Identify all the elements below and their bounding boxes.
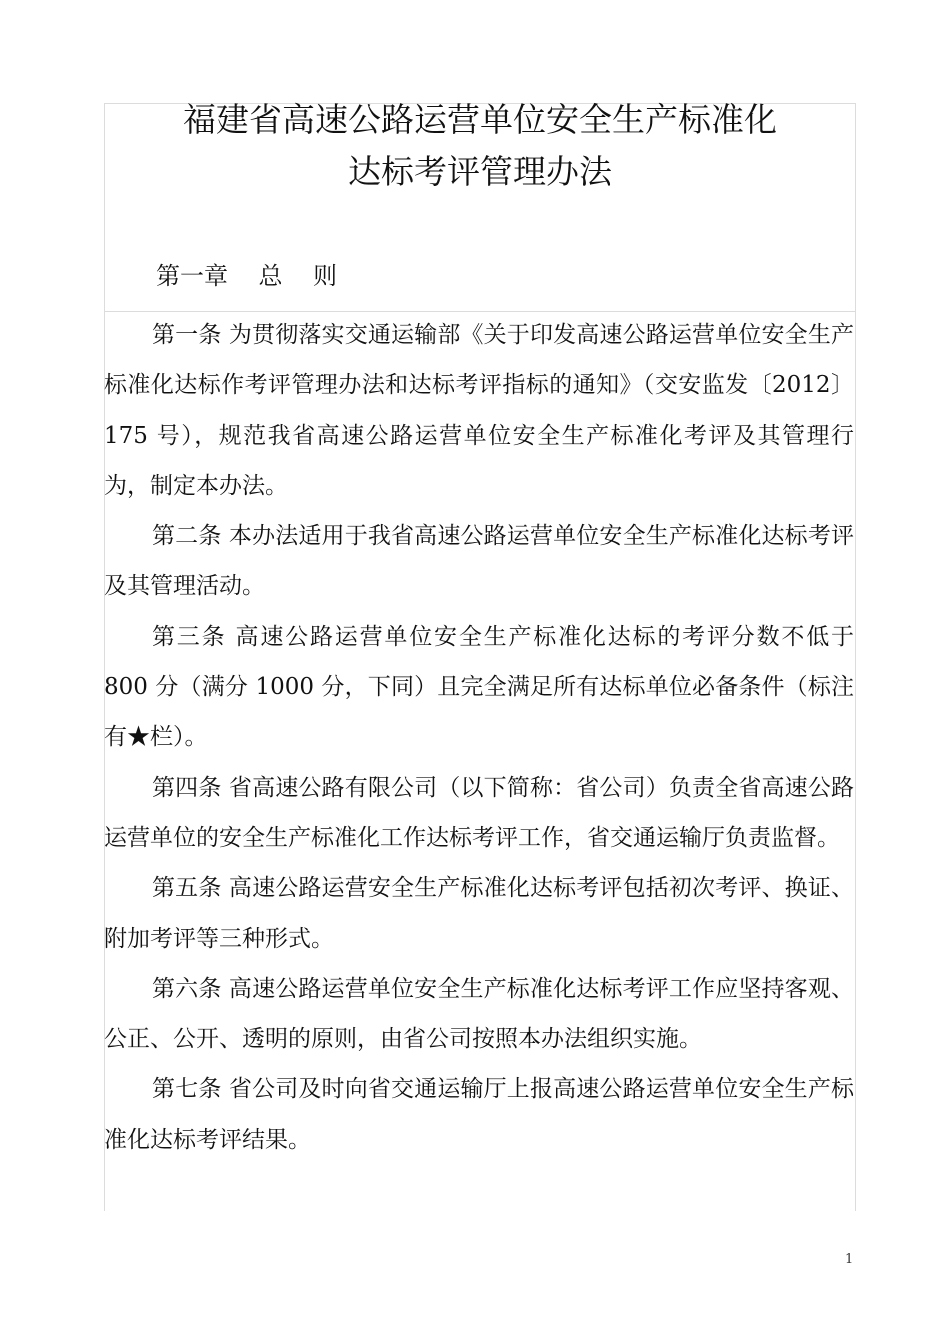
- page-number: 1: [845, 1252, 854, 1267]
- document-title-line-1: 福建省高速公路运营单位安全生产标准化: [183, 100, 777, 139]
- article-5: 第五条 高速公路运营安全生产标准化达标考评包括初次考评、换证、附加考评等三种形式。: [104, 875, 854, 952]
- document-body: [104, 310, 854, 1165]
- article-4: 第四条 省高速公路有限公司（以下简称：省公司）负责全省高速公路运营单位的安全生产标准化工作达标考评工作，省交通运输厅负责监督。: [104, 774, 854, 851]
- document-title-line-2: 达标考评管理办法: [348, 152, 612, 191]
- article-6: 第六条 高速公路运营单位安全生产标准化达标考评工作应坚持客观、公正、公开、透明的原则，由省公司按照本办法组织实施。: [104, 975, 854, 1053]
- article-3: 第三条 高速公路运营单位安全生产标准化达标的考评分数不低于 800 分（满分 1000 分，下同）且完全满足所有达标单位必备条件（标注有★栏）。: [104, 623, 854, 751]
- article-7: 第七条 省公司及时向省交通运输厅上报高速公路运营单位安全生产标准化达标考评结果。: [104, 1076, 854, 1153]
- article-1: 第一条 为贯彻落实交通运输部《关于印发高速公路运营单位安全生产标准化达标作考评管理办法和达标考评指标的通知》（交安监发〔2012〕175 号），规范我省高速公路运营单位安全生产标准化考评及其管理行为，制定本办法。: [104, 322, 854, 499]
- article-2: 第二条 本办法适用于我省高速公路运营单位安全生产标准化达标考评及其管理活动。: [104, 523, 854, 600]
- chapter-heading: 第一章 总 则: [156, 262, 338, 290]
